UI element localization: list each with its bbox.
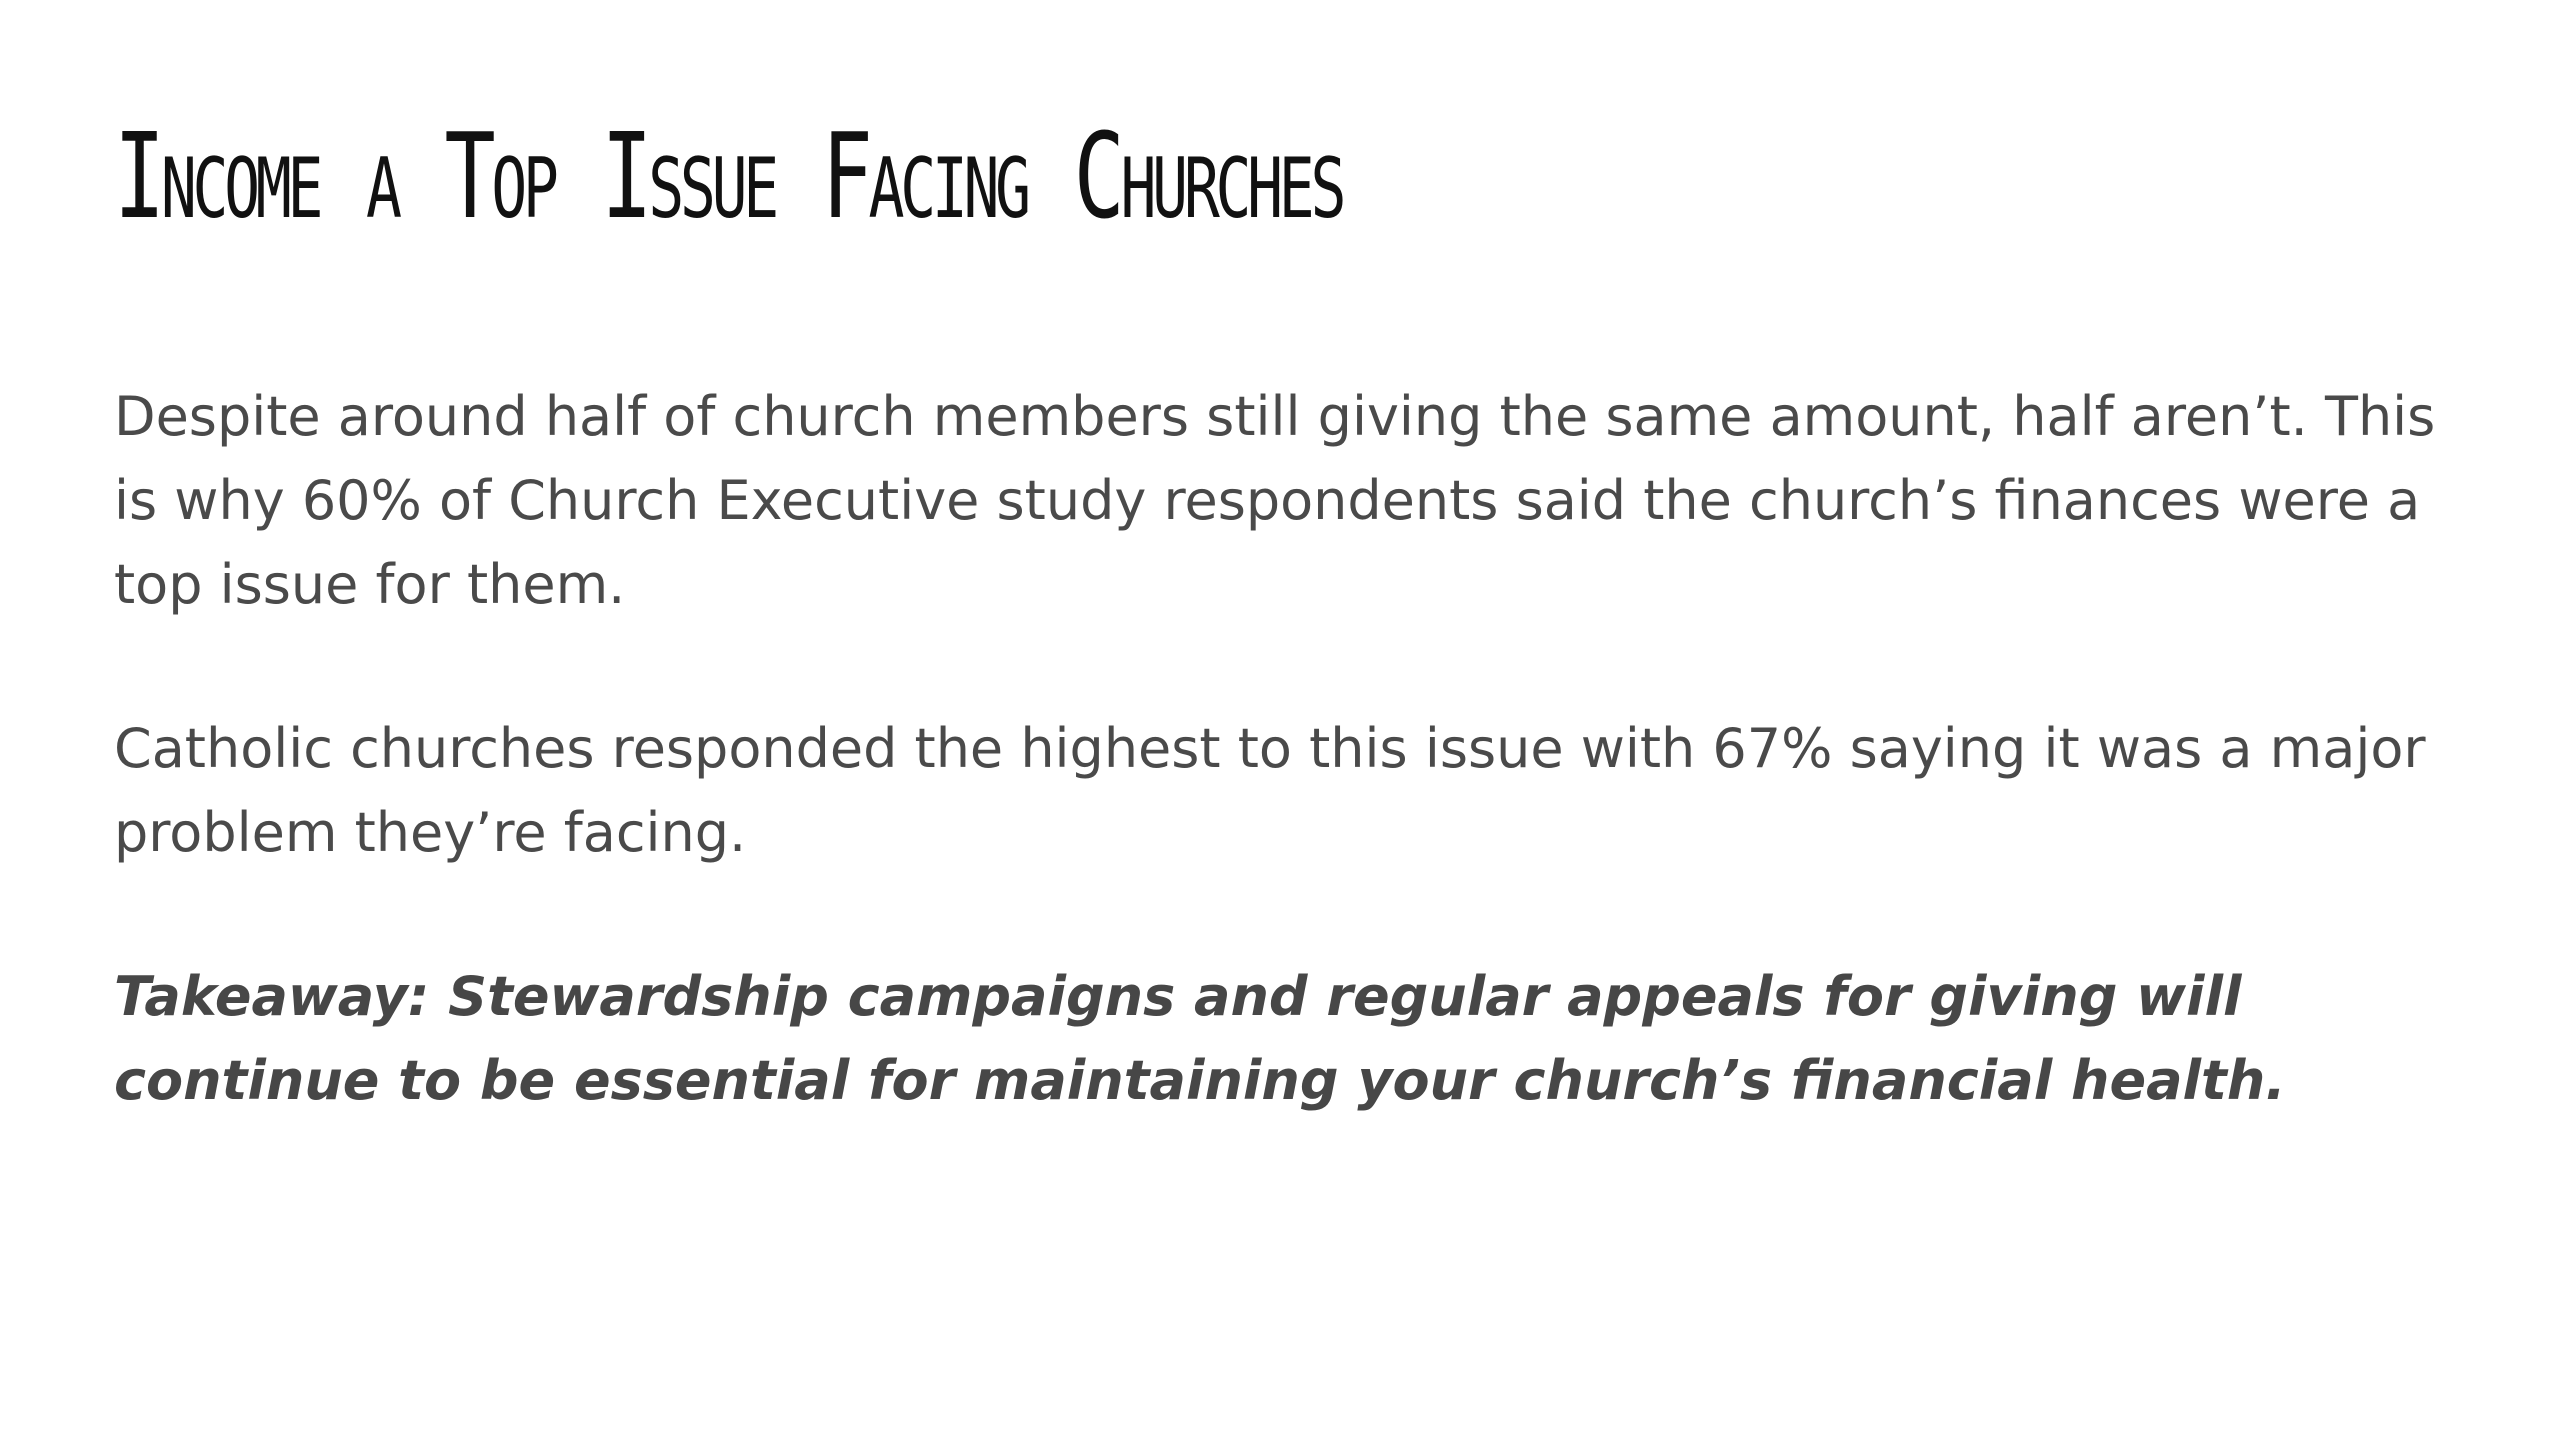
takeaway-text: Takeaway: Stewardship campaigns and regular appeals for giving will continue to be essential for maintaining your church’s financial health. (114, 965, 2286, 1112)
paragraph-catholic: Catholic churches responded the highest to this issue with 67% saying it was a major problem they’re facing. (114, 717, 2426, 864)
paragraph-giving: Despite around half of church members still giving the same amount, half aren’t. This is why 60% of Church Executive study respondents said the church’s finances were a top issue for them. (114, 385, 2436, 616)
slide-body (114, 375, 2474, 1123)
slide-title: Income a Top Issue Facing Churches (114, 107, 1343, 245)
